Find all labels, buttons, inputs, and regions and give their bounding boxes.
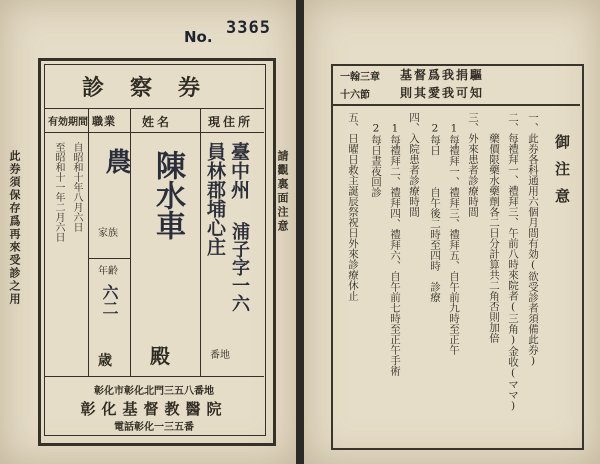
age-rule xyxy=(88,258,130,259)
age-value: 六二 xyxy=(100,284,119,316)
verse-label-2: 十六節 xyxy=(340,90,370,101)
occupation-value: 農 xyxy=(101,148,131,174)
notice-title: 御注意 xyxy=(553,134,571,215)
validity-to: 至昭和十一年二月六日 xyxy=(53,142,64,242)
address-banchi: 番地 xyxy=(210,350,230,361)
column-divider xyxy=(200,108,201,376)
card-title: 診察券 xyxy=(81,74,226,101)
back-card xyxy=(304,0,600,464)
header-address: 現住所 xyxy=(208,115,254,129)
title-rule xyxy=(44,108,264,109)
address-line-2: 員林郡埔心庄 xyxy=(204,142,226,256)
age-label: 年齢 xyxy=(98,266,118,277)
verse-label: 一翰三章 xyxy=(340,72,380,83)
header-rule xyxy=(44,132,264,133)
notice-item: 1每禮拜一、禮拜三、禮拜五、自午前九時至正午 xyxy=(448,112,460,355)
notice-item: 五、日曜日救主誕辰祭祝日外來診療休止 xyxy=(347,112,359,301)
notice-item: 三、外來患者診療時間 xyxy=(467,112,479,217)
notice-item: 四、入院患者診療時間 xyxy=(408,112,420,217)
front-card xyxy=(0,0,296,464)
header-occupation: 職業 xyxy=(92,115,116,128)
notice-item: 藥價限藥水藥劑各二日分計算共二角否則加倍 xyxy=(488,112,500,343)
header-validity: 有効期間 xyxy=(48,117,88,128)
column-divider xyxy=(88,108,89,376)
footer-phone: 電話彰化一三五番 xyxy=(114,422,194,433)
motto-line-2: 則其愛我可知 xyxy=(400,86,485,100)
validity-from: 自昭和十年八月六日 xyxy=(71,142,82,232)
age-unit: 歳 xyxy=(98,353,115,369)
name-suffix: 殿 xyxy=(150,344,173,368)
address-line-3: 浦子字一六 xyxy=(229,222,250,312)
side-notice: 此券須保存爲再來受診之用 xyxy=(8,150,21,306)
notice-item: 2每日晝夜回診 xyxy=(370,112,382,198)
footer-rule xyxy=(44,376,264,377)
notice-item: 1每禮拜二、禮拜四、禮拜六、自午前七時至正午手術 xyxy=(389,112,401,376)
footer-hospital-name: 彰化基督教醫院 xyxy=(80,400,228,418)
family-label: 家族 xyxy=(98,228,118,239)
header-name: 姓名 xyxy=(142,115,173,129)
notice-item: 一、此券各科通用六個月間有効(欲受診者須備此券) xyxy=(527,112,539,367)
footer-address: 彰化市彰化北門三五八番地 xyxy=(94,386,214,397)
address-line-1: 臺中州 xyxy=(228,142,250,199)
motto-line-1: 基督爲我捐驅 xyxy=(400,68,485,82)
serial-prefix: No. xyxy=(184,28,213,46)
see-back-notice: 請觀裏面注意 xyxy=(276,150,289,234)
notice-item: 二、每禮拜一、禮拜三、午前八時來院者(三角)金收(ママ) xyxy=(507,112,519,412)
serial-number: 3365 xyxy=(226,18,271,38)
notice-item: 2每日 自午後二時至四時 診療 xyxy=(429,112,441,303)
patient-name: 陳水車 xyxy=(150,150,185,240)
